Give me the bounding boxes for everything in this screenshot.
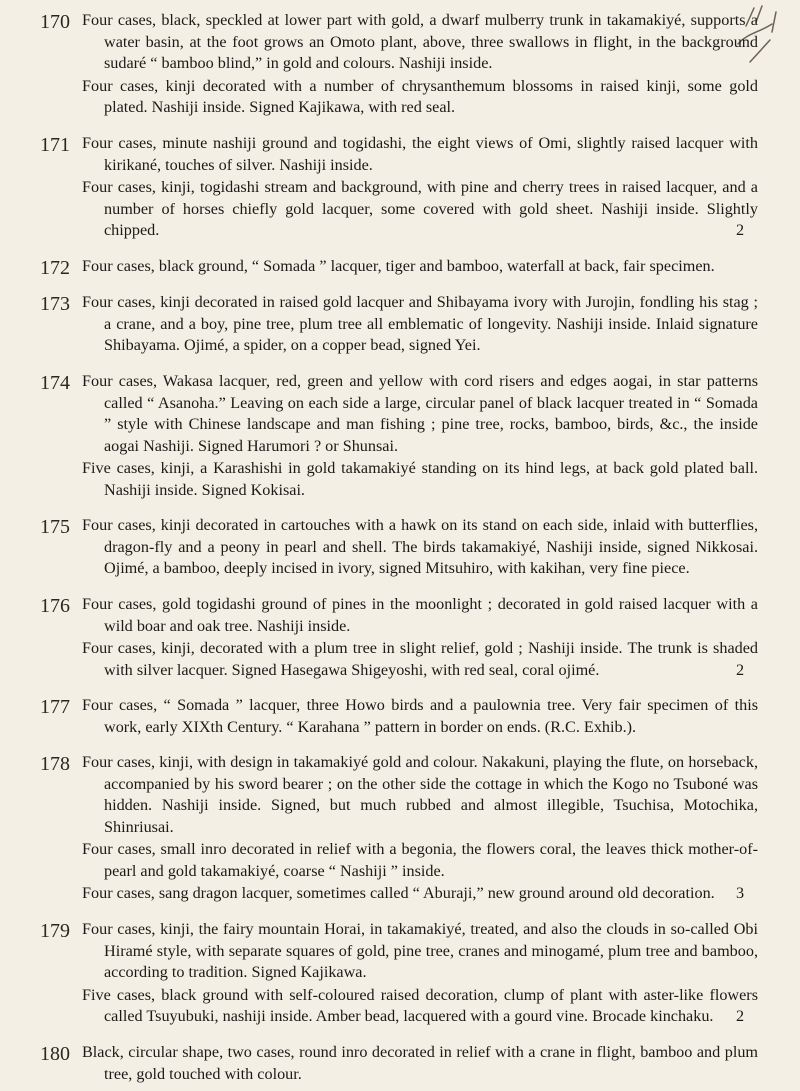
entry-paragraph: Four cases, black ground, “ Somada ” lacquer, tiger and bamboo, waterfall at back, fair specimen. (82, 257, 715, 275)
lot-number: 173 (40, 293, 70, 315)
entry-paragraph: Four cases, kinji decorated in cartouches with a hawk on its stand on each side, inlaid with butterflies, dragon-fly and a peony in pearl and shell. The birds takamakiyé, Nashiji inside, signed Nikkosai. Ojimé, a bamboo, deeply incised in ivory, signed Mitsuhiro, with kakihan, very fine piece. (82, 516, 758, 577)
entry-paragraph-text: Four cases, kinji, togidashi stream and background, with pine and cherry trees in raised lacquer, and a number of horses chiefly gold lacquer, some covered with gold sheet. Nashiji inside. Slightly chipped. (82, 178, 758, 239)
lot-number: 175 (40, 516, 70, 538)
entry-paragraph-text: Four cases, sang dragon lacquer, sometimes called “ Aburaji,” new ground around old decoration. (82, 884, 715, 902)
lot-number: 180 (40, 1043, 70, 1065)
lot-number: 178 (40, 753, 70, 775)
entry-paragraph: Four cases, kinji, togidashi stream and background, with pine and cherry trees in raised lacquer, and a number of horses chiefly gold lacquer, some covered with gold sheet. Nashiji inside. Slightly chipped. 2 (82, 178, 758, 239)
entry-paragraph-text: Five cases, black ground with self-coloured raised decoration, clump of plant with aster-like flowers called Tsuyubuki, nashiji inside. Amber bead, lacquered with a gourd vine. Brocade kinchaku. (82, 985, 758, 1025)
lot-number: 171 (40, 134, 70, 156)
entry-paragraph: Four cases, gold togidashi ground of pines in the moonlight ; decorated in gold raised lacquer with a wild boar and oak tree. Nashiji inside. (82, 595, 758, 635)
entry-paragraph: Four cases, “ Somada ” lacquer, three Howo birds and a paulownia tree. Very fair specimen of this work, early XIXth Century. “ Karahana ” pattern in border on ends. (R.C. Exhib.). (82, 696, 758, 736)
entry-paragraph: Four cases, kinji, the fairy mountain Horai, in takamakiyé, treated, and also the clouds in so-called Obi Hiramé style, with separate squares of gold, pine tree, cranes and minogamé, plum tree and bamboo, according to tradition. Signed Kajikawa. (82, 920, 758, 981)
lot-number: 177 (40, 696, 70, 718)
entry-paragraph: Four cases, kinji decorated with a number of chrysanthemum blossoms in raised kinji, some gold plated. Nashiji inside. Signed Kajikawa, with red seal. (82, 76, 758, 116)
entry-paragraph: Four cases, minute nashiji ground and togidashi, the eight views of Omi, slightly raised lacquer with kirikané, touches of silver. Nashiji inside. (82, 134, 758, 174)
entry-paragraph-text: Four cases, kinji, decorated with a plum tree in slight relief, gold ; Nashiji inside. The trunk is shaded with silver lacquer. Signed Hasegawa Shigeyoshi, with red seal, coral ojimé. (82, 639, 758, 679)
lot-number: 176 (40, 595, 70, 617)
lot-number: 179 (40, 920, 70, 942)
entry-paragraph: Four cases, black, speckled at lower part with gold, a dwarf mulberry trunk in takamakiyé, supports a water basin, at the foot grows an Omoto plant, above, three swallows in flight, in the background sudaré “ bamboo blind,” in gold and colours. Nashiji inside. (82, 11, 758, 72)
lot-number: 172 (40, 257, 70, 279)
entry-paragraph: Five cases, black ground with self-coloured raised decoration, clump of plant with aster-like flowers called Tsuyubuki, nashiji inside. Amber bead, lacquered with a gourd vine. Brocade kinchaku. 2 (82, 985, 758, 1025)
entry-paragraph: Four cases, sang dragon lacquer, sometimes called “ Aburaji,” new ground around old decoration. 3 (82, 884, 745, 902)
entry-paragraph: Four cases, Wakasa lacquer, red, green and yellow with cord risers and edges aogai, in star patterns called “ Asanoha.” Leaving on each side a large, circular panel of black lacquer treated in “ Somada ” style with Chinese landscape and man fishing ; pine tree, rocks, bamboo, birds, &c., the inside aogai Nashiji. Signed Harumori ? or Shunsai. (82, 372, 758, 455)
entry-paragraph: Four cases, kinji decorated in raised gold lacquer and Shibayama ivory with Jurojin, fondling his stag ; a crane, and a boy, pine tree, plum tree all emblematic of longevity. Nashiji inside. Inlaid signature Shibayama. Ojimé, a spider, on a copper bead, signed Yei. (82, 293, 758, 354)
entry-paragraph: Four cases, kinji, with design in takamakiyé gold and colour. Nakakuni, playing the flute, on horseback, accompanied by his sword bearer ; on the other side the cottage in which the Kogo no Tsuboné was hidden. Nashiji inside. Signed, but much rubbed and almost illegible, Tsuchisa, Motochika, Shinriusai. (82, 753, 758, 836)
entry-paragraph: Four cases, kinji, decorated with a plum tree in slight relief, gold ; Nashiji inside. The trunk is shaded with silver lacquer. Signed Hasegawa Shigeyoshi, with red seal, coral ojimé. 2 (82, 639, 758, 679)
lot-number: 170 (40, 11, 70, 33)
entry-paragraph: Black, circular shape, two cases, round inro decorated in relief with a crane in flight, bamboo and plum tree, gold touched with colour. (82, 1043, 758, 1083)
entry-paragraph: Four cases, small inro decorated in relief with a begonia, the flowers coral, the leaves thick mother-of-pearl and gold takamakiyé, coarse “ Nashiji ” inside. (82, 840, 758, 880)
lot-number: 174 (40, 372, 70, 394)
entry-paragraph: Five cases, kinji, a Karashishi in gold takamakiyé standing on its hind legs, at back gold plated ball. Nashiji inside. Signed Kokisai. (82, 459, 758, 499)
